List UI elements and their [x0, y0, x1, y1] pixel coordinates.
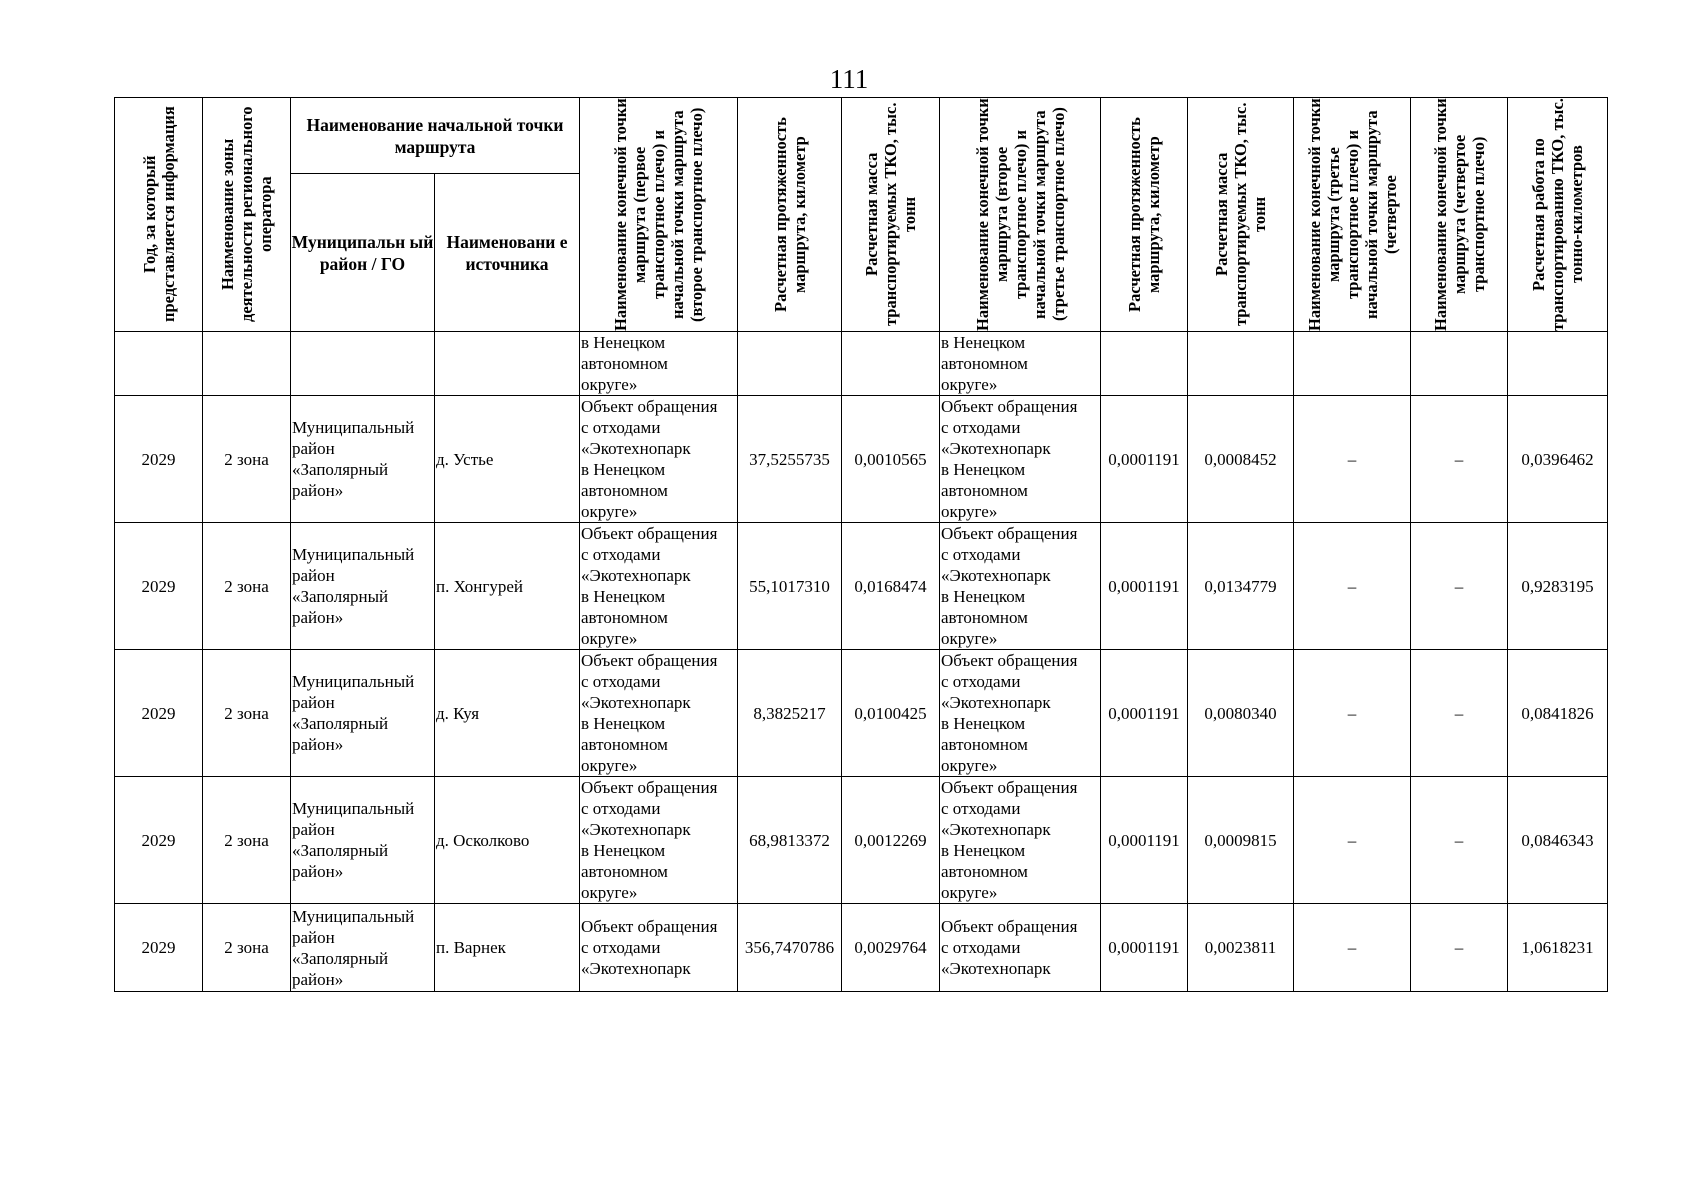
- cell-zone: 2 зона: [203, 523, 291, 650]
- header-work: Расчетная работа по транспортированию ТКО, тыс. тонно-километров: [1508, 98, 1608, 332]
- cell-municipality: Муниципальный район «Заполярный район»: [291, 777, 435, 904]
- table-row: [115, 777, 1608, 904]
- table-row: [115, 904, 1608, 992]
- cell-length-2: 0,0001191: [1101, 777, 1188, 904]
- cell-end-point-2: Объект обращения с отходами «Экотехнопарк в Ненецком автономном округе»: [940, 396, 1101, 523]
- table-row-continuation: [115, 332, 1608, 396]
- cell-end-point-1: Объект обращения с отходами «Экотехнопарк в Ненецком автономном округе»: [580, 396, 738, 523]
- cell-empty: [1188, 332, 1294, 396]
- cell-year: 2029: [115, 650, 203, 777]
- cell-year: 2029: [115, 523, 203, 650]
- cell-empty: [291, 332, 435, 396]
- header-mass-2: Расчетная масса транспортируемых ТКО, тыс. тонн: [1188, 98, 1294, 332]
- cell-empty: [115, 332, 203, 396]
- cell-mass-2: 0,0134779: [1188, 523, 1294, 650]
- cell-empty: [1101, 332, 1188, 396]
- header-end-point-4: Наименование конечной точки маршрута (четвертое транспортное плечо): [1411, 98, 1508, 332]
- cell-end-point-3: –: [1294, 523, 1411, 650]
- cell-length-1: 37,5255735: [738, 396, 842, 523]
- cell-zone: 2 зона: [203, 650, 291, 777]
- cell-work: 0,0841826: [1508, 650, 1608, 777]
- cell-end-point-4: –: [1411, 523, 1508, 650]
- header-start-point: Наименование начальной точки маршрута: [291, 98, 580, 174]
- header-municipality: Муниципальн ый район / ГО: [291, 174, 435, 332]
- cell-mass-1: 0,0012269: [842, 777, 940, 904]
- cell-year: 2029: [115, 396, 203, 523]
- cell-length-1: 8,3825217: [738, 650, 842, 777]
- cell-work: 0,9283195: [1508, 523, 1608, 650]
- cell-empty: [1411, 332, 1508, 396]
- cell-mass-1: 0,0029764: [842, 904, 940, 992]
- cell-source: п. Хонгурей: [435, 523, 580, 650]
- cell-end-point-3: –: [1294, 650, 1411, 777]
- table-body: [115, 332, 1608, 992]
- cell-end-point-4: –: [1411, 904, 1508, 992]
- cell-mass-1: 0,0168474: [842, 523, 940, 650]
- cell-mass-2: 0,0080340: [1188, 650, 1294, 777]
- cell-source: д. Куя: [435, 650, 580, 777]
- cell-end-point-2: в Ненецком автономном округе»: [940, 332, 1101, 396]
- header-end-point-1: Наименование конечной точки маршрута (первое транспортное плечо) и начальной точки маршрута (второе транспортное плечо): [580, 98, 738, 332]
- table-row: [115, 396, 1608, 523]
- cell-source: п. Варнек: [435, 904, 580, 992]
- cell-end-point-4: –: [1411, 777, 1508, 904]
- cell-end-point-4: –: [1411, 396, 1508, 523]
- table-row: [115, 650, 1608, 777]
- cell-zone: 2 зона: [203, 396, 291, 523]
- cell-empty: [1294, 332, 1411, 396]
- cell-end-point-3: –: [1294, 904, 1411, 992]
- cell-end-point-1: Объект обращения с отходами «Экотехнопарк в Ненецком автономном округе»: [580, 523, 738, 650]
- table-header: [115, 98, 1608, 332]
- header-length-2: Расчетная протяженность маршрута, километр: [1101, 98, 1188, 332]
- cell-end-point-2: Объект обращения с отходами «Экотехнопарк в Ненецком автономном округе»: [940, 523, 1101, 650]
- cell-end-point-1: Объект обращения с отходами «Экотехнопарк: [580, 904, 738, 992]
- cell-end-point-1: Объект обращения с отходами «Экотехнопарк в Ненецком автономном округе»: [580, 650, 738, 777]
- cell-mass-2: 0,0023811: [1188, 904, 1294, 992]
- cell-mass-1: 0,0100425: [842, 650, 940, 777]
- cell-end-point-2: Объект обращения с отходами «Экотехнопарк в Ненецком автономном округе»: [940, 650, 1101, 777]
- cell-end-point-2: Объект обращения с отходами «Экотехнопарк в Ненецком автономном округе»: [940, 777, 1101, 904]
- cell-municipality: Муниципальный район «Заполярный район»: [291, 650, 435, 777]
- header-end-point-3: Наименование конечной точки маршрута (третье транспортное плечо) и начальной точки маршрута (четвертое: [1294, 98, 1411, 332]
- cell-end-point-1: в Ненецком автономном округе»: [580, 332, 738, 396]
- header-zone: Наименование зоны деятельности регионального оператора: [203, 98, 291, 332]
- cell-end-point-4: –: [1411, 650, 1508, 777]
- cell-mass-2: 0,0008452: [1188, 396, 1294, 523]
- table-row: [115, 523, 1608, 650]
- page-number: 111: [829, 64, 869, 94]
- cell-end-point-1: Объект обращения с отходами «Экотехнопарк в Ненецком автономном округе»: [580, 777, 738, 904]
- cell-municipality: Муниципальный район «Заполярный район»: [291, 396, 435, 523]
- cell-zone: 2 зона: [203, 777, 291, 904]
- header-length-1: Расчетная протяженность маршрута, километр: [738, 98, 842, 332]
- header-source: Наименовани е источника: [435, 174, 580, 332]
- cell-work: 0,0396462: [1508, 396, 1608, 523]
- cell-municipality: Муниципальный район «Заполярный район»: [291, 904, 435, 992]
- cell-empty: [738, 332, 842, 396]
- cell-length-2: 0,0001191: [1101, 904, 1188, 992]
- cell-end-point-2: Объект обращения с отходами «Экотехнопарк: [940, 904, 1101, 992]
- cell-end-point-3: –: [1294, 777, 1411, 904]
- cell-year: 2029: [115, 904, 203, 992]
- cell-empty: [842, 332, 940, 396]
- header-end-point-2: Наименование конечной точки маршрута (второе транспортное плечо) и начальной точки маршрута (третье транспортное плечо): [940, 98, 1101, 332]
- cell-length-2: 0,0001191: [1101, 650, 1188, 777]
- cell-end-point-3: –: [1294, 396, 1411, 523]
- routes-table: [114, 97, 1608, 992]
- cell-length-2: 0,0001191: [1101, 523, 1188, 650]
- cell-work: 1,0618231: [1508, 904, 1608, 992]
- cell-year: 2029: [115, 777, 203, 904]
- cell-length-1: 55,1017310: [738, 523, 842, 650]
- cell-mass-1: 0,0010565: [842, 396, 940, 523]
- header-mass-1: Расчетная масса транспортируемых ТКО, тыс. тонн: [842, 98, 940, 332]
- cell-length-1: 356,7470786: [738, 904, 842, 992]
- cell-empty: [203, 332, 291, 396]
- cell-mass-2: 0,0009815: [1188, 777, 1294, 904]
- cell-length-1: 68,9813372: [738, 777, 842, 904]
- cell-municipality: Муниципальный район «Заполярный район»: [291, 523, 435, 650]
- cell-source: д. Устье: [435, 396, 580, 523]
- cell-zone: 2 зона: [203, 904, 291, 992]
- cell-empty: [435, 332, 580, 396]
- cell-source: д. Осколково: [435, 777, 580, 904]
- cell-work: 0,0846343: [1508, 777, 1608, 904]
- cell-empty: [1508, 332, 1608, 396]
- header-year: Год, за который представляется информация: [115, 98, 203, 332]
- cell-length-2: 0,0001191: [1101, 396, 1188, 523]
